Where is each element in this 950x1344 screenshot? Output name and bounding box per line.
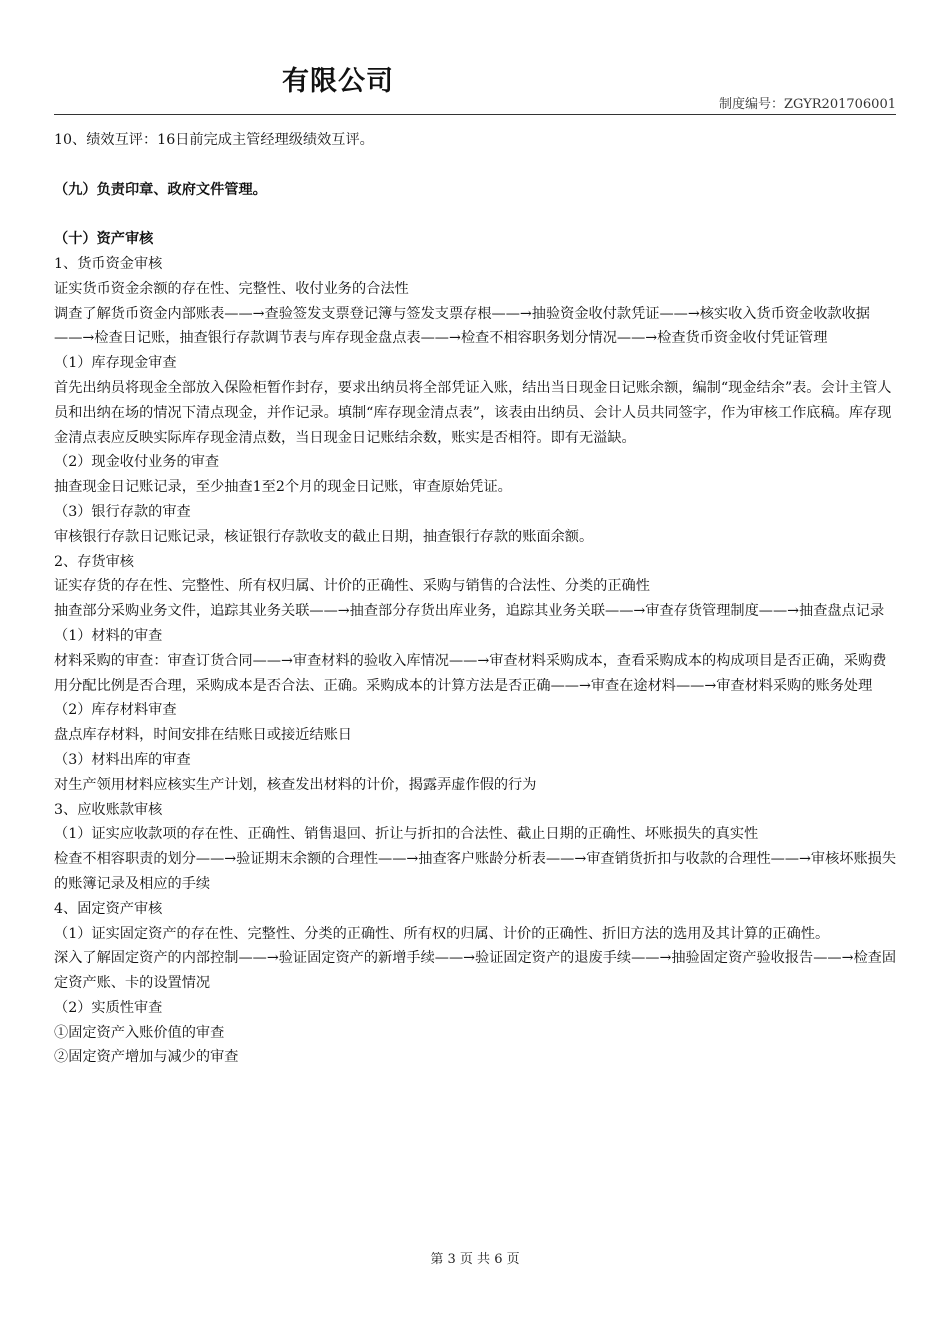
paragraph: （1）证实应收款项的存在性、正确性、销售退回、折让与折扣的合法性、截止日期的正确性、坏账损失的真实性: [54, 826, 759, 843]
paragraph: （1）证实固定资产的存在性、完整性、分类的正确性、所有权的归属、计价的正确性、折旧方法的选用及其计算的正确性。: [54, 925, 830, 942]
section-heading-9: （九）负责印章、政府文件管理。: [54, 181, 267, 198]
subheading-fixed-assets-audit: 4、固定资产审核: [54, 900, 163, 917]
paragraph: 证实货币资金余额的存在性、完整性、收付业务的合法性: [54, 280, 409, 297]
page-footer: 第 3 页 共 6 页: [430, 1252, 520, 1267]
header-divider: [54, 114, 896, 115]
paragraph: 证实存货的存在性、完整性、所有权归属、计价的正确性、采购与销售的合法性、分类的正确性: [54, 578, 650, 595]
paragraph-performance-review: 10、绩效互评：16日前完成主管经理级绩效互评。: [54, 132, 374, 148]
subheading: （2）实质性审查: [54, 999, 163, 1016]
paragraph: 抽查现金日记账记录，至少抽查1至2个月的现金日记账，审查原始凭证。: [54, 479, 512, 496]
paragraph: 材料采购的审查：审查订货合同——→审查材料的验收入库情况——→审查材料采购成本，查看采购成本的构成项目是否正确，采购费用分配比例是否合理，采购成本是否合法、正确。采购成本的计算方法是否正确——→审查在途材料——→审查材料采购的账务处理: [54, 652, 887, 694]
paragraph: 调查了解货币资金内部账表——→查验签发支票登记簿与签发支票存根——→抽验资金收付款凭证——→核实收入货币资金收款收据——→检查日记账，抽查银行存款调节表与库存现金盘点表——→检查不相容职务划分情况——→检查货币资金收付凭证管理: [54, 305, 870, 347]
company-name: 有限公司: [282, 66, 394, 97]
subheading: （3）材料出库的审查: [54, 751, 191, 768]
document-number: 制度编号：ZGYR201706001: [719, 97, 896, 112]
subheading-cash-audit: 1、货币资金审核: [54, 255, 163, 272]
paragraph: 深入了解固定资产的内部控制——→验证固定资产的新增手续——→验证固定资产的退废手续——→抽验固定资产验收报告——→检查固定资产账、卡的设置情况: [54, 950, 897, 992]
subheading: （1）材料的审查: [54, 627, 163, 644]
paragraph: 抽查部分采购业务文件，追踪其业务关联——→抽查部分存货出库业务，追踪其业务关联——→审查存货管理制度——→抽查盘点记录: [54, 603, 885, 620]
paragraph: 对生产领用材料应核实生产计划，核查发出材料的计价，揭露弄虚作假的行为: [54, 776, 537, 793]
paragraph: 审核银行存款日记账记录，核证银行存款收支的截止日期，抽查银行存款的账面余额。: [54, 528, 594, 545]
subheading-inventory-audit: 2、存货审核: [54, 553, 134, 570]
subheading: （1）库存现金审查: [54, 355, 177, 372]
subheading: （3）银行存款的审查: [54, 503, 191, 520]
subheading-receivables-audit: 3、应收账款审核: [54, 801, 163, 818]
list-item: ①固定资产入账价值的审查: [54, 1024, 225, 1041]
section-heading-10: （十）资产审核: [54, 231, 154, 248]
paragraph: 盘点库存材料，时间安排在结账日或接近结账日: [54, 727, 352, 744]
subheading: （2）库存材料审查: [54, 702, 177, 719]
subheading: （2）现金收付业务的审查: [54, 454, 220, 471]
paragraph: 检查不相容职责的划分——→验证期末余额的合理性——→抽查客户账龄分析表——→审查销货折扣与收款的合理性——→审核坏账损失的账簿记录及相应的手续: [54, 851, 897, 892]
document-body: [54, 128, 897, 1070]
list-item: ②固定资产增加与减少的审查: [54, 1049, 239, 1066]
paragraph: 首先出纳员将现金全部放入保险柜暂作封存，要求出纳员将全部凭证入账，结出当日现金日记账余额，编制“现金结余”表。会计主管人员和出纳在场的情况下清点现金，并作记录。填制“库存现金清点表”，该表由出纳员、会计人员共同签字，作为审核工作底稿。库存现金清点表应反映实际库存现金清点数，当日现金日记账结余数，账实是否相符。即有无溢缺。: [54, 379, 892, 446]
